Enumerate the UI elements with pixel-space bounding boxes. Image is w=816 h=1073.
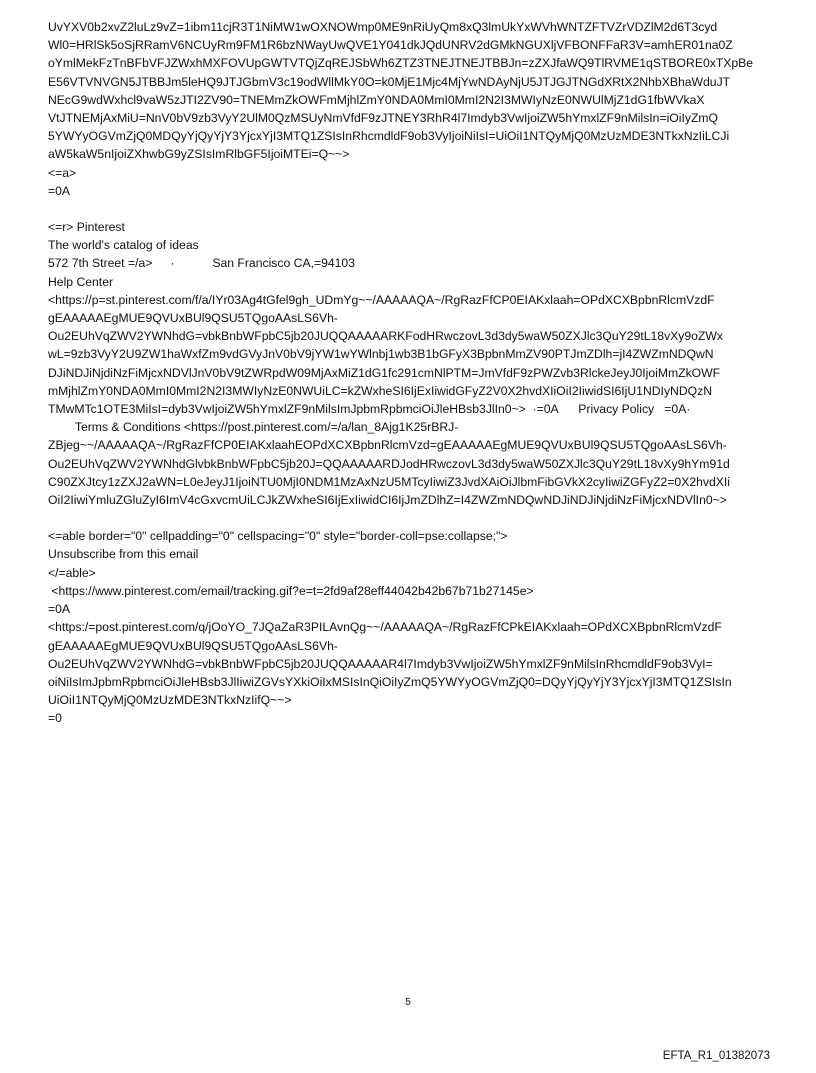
help-center-link[interactable]: Help Center bbox=[48, 274, 114, 289]
text-line: oYmlMekFzTnBFbVFJZWxhMXFOVUpGWTVTQjZqREJSbWh6ZTZ3TNEJTNEJTBBJn=zZXJfaWQ9TlRVME1qSTBORE0xTXpBe bbox=[48, 56, 754, 71]
text-line: =0 bbox=[48, 711, 62, 726]
text-line: E56VTVNVGN5JTBBJm5leHQ9JTJGbmV3c19odWllMkY0O=k0MjE1Mjc4MjYwNDAyNjU5JTJGJTNGdXRtX2NhbXBhaWduJT bbox=[48, 74, 731, 89]
text-line: mMjhlZmY0NDA0MmI0MmI2N2I3MWIyNzE0NWUiLC=kZWxheSI6IjExIiwidGFyZ2V0X2hvdXIiOiI2IiwidSI6IjU1NDIyNDQzN bbox=[48, 383, 713, 398]
page-number: 5 bbox=[405, 997, 411, 1008]
address-line bbox=[48, 254, 776, 272]
text-line: DJiNDJiNjdiNzFiMjcxNDVlJnV0bV9tZWRpdW09MjAxMiZ1dG1fc291cmNlPTM=JmVfdF9zPWZvb3RlckeJeyJ0IjoiMmZkOWF bbox=[48, 365, 721, 380]
text-line: <https://p=st.pinterest.com/f/a/IYr03Ag4tGfel9gh_UDmYg~~/AAAAAQA~/RgRazFfCP0EIAKxlaah=OPdXCXBpbnRlcmVzdF bbox=[48, 292, 715, 307]
text-line: <https:/=post.pinterest.com/q/jOoYO_7JQaZaR3PILAvnQg~~/AAAAAQA~/RgRazFfCPkEIAKxlaah=OPdXCXBpbnRlcmVzdF bbox=[48, 620, 722, 635]
text-line: aW5kaW5nIjoiZXhwbG9yZSIsImRlbGF5IjoiMTEi=Q~~> bbox=[48, 147, 350, 162]
unsubscribe-link[interactable]: Unsubscribe from this email bbox=[48, 547, 199, 562]
text-line: Ou2EUhVqZWV2YWNhdGlvbkBnbWFpbC5jb20J=QQAAAAARDJodHRwczovL3d3dy5waW50ZXJlc3QuY29tL18vXy9hYm91d bbox=[48, 456, 730, 471]
text-line: NEcG9wdWxhcl9vaW5zJTI2ZV90=TNEMmZkOWFmMjhlZmY0NDA0MmI0MmI2N2I3MWIyNzE0NWUlMjZ1dG1fbWVkaX bbox=[48, 92, 705, 107]
text-line: gEAAAAAEgMUE9QVUxBUl9QSU5TQgoAAsLS6Vh- bbox=[48, 638, 338, 653]
text-line: =0A bbox=[48, 602, 71, 617]
text-line: OiI2IiwiYmluZGluZyI6ImV4cGxvcmUiLCJkZWxheSI6IjExIiwidCI6IjJmZDlhZ=I4ZWZmNDQwNDJiNDJiNjdiNzFiMjcxNDVlIn0~> bbox=[48, 493, 727, 508]
spacer bbox=[48, 509, 776, 527]
text-line: VtJTNEMjAxMiU=NnV0bV9zb3VyY2UlM0QzMSUyNmVfdF9zJTNEY3RhR4l7Imdyb3VwIjoiZW5hYmxlZF9nMilsIn=iOiIyZmQ bbox=[48, 111, 719, 126]
text-line: The world's catalog of ideas bbox=[48, 238, 199, 253]
address-city: San Francisco CA,=94103 bbox=[212, 256, 355, 271]
tracking-url-line: <https://www.pinterest.com/email/tracking.gif?e=t=2fd9af28eff44042b42b67b71b27145e> bbox=[48, 583, 534, 598]
document-body bbox=[48, 18, 776, 728]
spacer bbox=[48, 200, 776, 218]
address-separator: · bbox=[170, 256, 175, 271]
text-line: 5YWYyOGVmZjQ0MDQyYjQyYjY3YjcxYjI3MTQ1ZSIsInRhcmdldF9ob3VyIjoiNiIsI=UiOiI1NTQyMjQ0MzUzMDE3NTkxNzIiLCJi bbox=[48, 129, 730, 144]
text-line: <=able border="0" cellpadding="0" cellspacing="0" style="border-coll=pse:collapse;"> bbox=[48, 529, 508, 544]
text-line: UiOiI1NTQyMjQ0MzUzMDE3NTkxNzIifQ~~> bbox=[48, 693, 292, 708]
text-line: UvYXV0b2xvZ2luLz9vZ=1ibm11cjR3T1NiMW1wOXNOWmp0ME9nRiUyQm8xQ3lmUkYxWVhWNTZFTVZrVDZlM2d6T3cyd bbox=[48, 20, 718, 34]
text-line: oiNiIsImJpbmRpbmciOiJleHBsb3JlIiwiZGVsYXkiOiIxMSIsInQiOiIyZmQ5YWYyOGVmZjQ0=DQyYjQyYjY3YjcxYjI3MTQ1ZSIsIn bbox=[48, 674, 732, 689]
text-line: </=able> bbox=[48, 565, 96, 580]
privacy-policy-line[interactable]: TMwMTc1OTE3MiIsI=dyb3VwIjoiZW5hYmxlZF9nMilsImJpbmRpbmciOiJleHBsb3JlIn0~> ·=0A Privacy Policy =0A· bbox=[48, 402, 691, 417]
text-line: wL=9zb3VyY2U9ZW1haWxfZm9vdGVyJnV0bV9jYW1wYWlnbj1wb3B1bGFyX3BpbnMmZV90PTJmZDlh=jI4ZWZmNDQwN bbox=[48, 347, 714, 362]
text-line: =0A bbox=[48, 183, 71, 198]
text-line: Ou2EUhVqZWV2YWNhdG=vbkBnbWFpbC5jb20JUQQAAAAAR4l7Imdyb3VwIjoiZW5hYmxlZF9nMilsInRhcmdldF9ob3VyI= bbox=[48, 656, 713, 671]
text-line: <=r> Pinterest bbox=[48, 220, 125, 235]
text-line: Ou2EUhVqZWV2YWNhdG=vbkBnbWFpbC5jb20JUQQAAAAARKFodHRwczovL3d3dy5waW50ZXJlc3QuY29tL18vXy9oZWx bbox=[48, 329, 723, 344]
text-line: <=a> bbox=[48, 165, 77, 180]
text-line: Wl0=HRlSk5oSjRRamV6NCUyRm9FM1R6bzNWayUwQVE1Y041dkJQdUNRV2dGMkNGUXljVFBONFFaR3V=amhER01na0Z bbox=[48, 38, 733, 53]
text-line: gEAAAAAEgMUE9QVUxBUl9QSU5TQgoAAsLS6Vh- bbox=[48, 311, 338, 326]
text-line: C90ZXJtcy1zZXJ2aWN=L0eJeyJ1IjoiNTU0MjI0NDM1MzAxNzU5MTcyIiwiZ3JvdXAiOiJlbmFibGVkX2cyIiwiZGFyZ2=0X2hvdXIi bbox=[48, 474, 730, 489]
bates-number: EFTA_R1_01382073 bbox=[662, 1050, 770, 1062]
address-street: 572 7th Street =/a> bbox=[48, 256, 153, 271]
text-line: ZBjeg~~/AAAAAQA~/RgRazFfCP0EIAKxlaahEOPdXCXBpbnRlcmVzd=gEAAAAAEgMUE9QVUxBUl9QSU5TQgoAAsLS6Vh- bbox=[48, 438, 727, 453]
terms-conditions-line[interactable]: Terms & Conditions <https://post.pinterest.com/=/a/lan_8Ajg1K25rBRJ- bbox=[48, 420, 459, 435]
